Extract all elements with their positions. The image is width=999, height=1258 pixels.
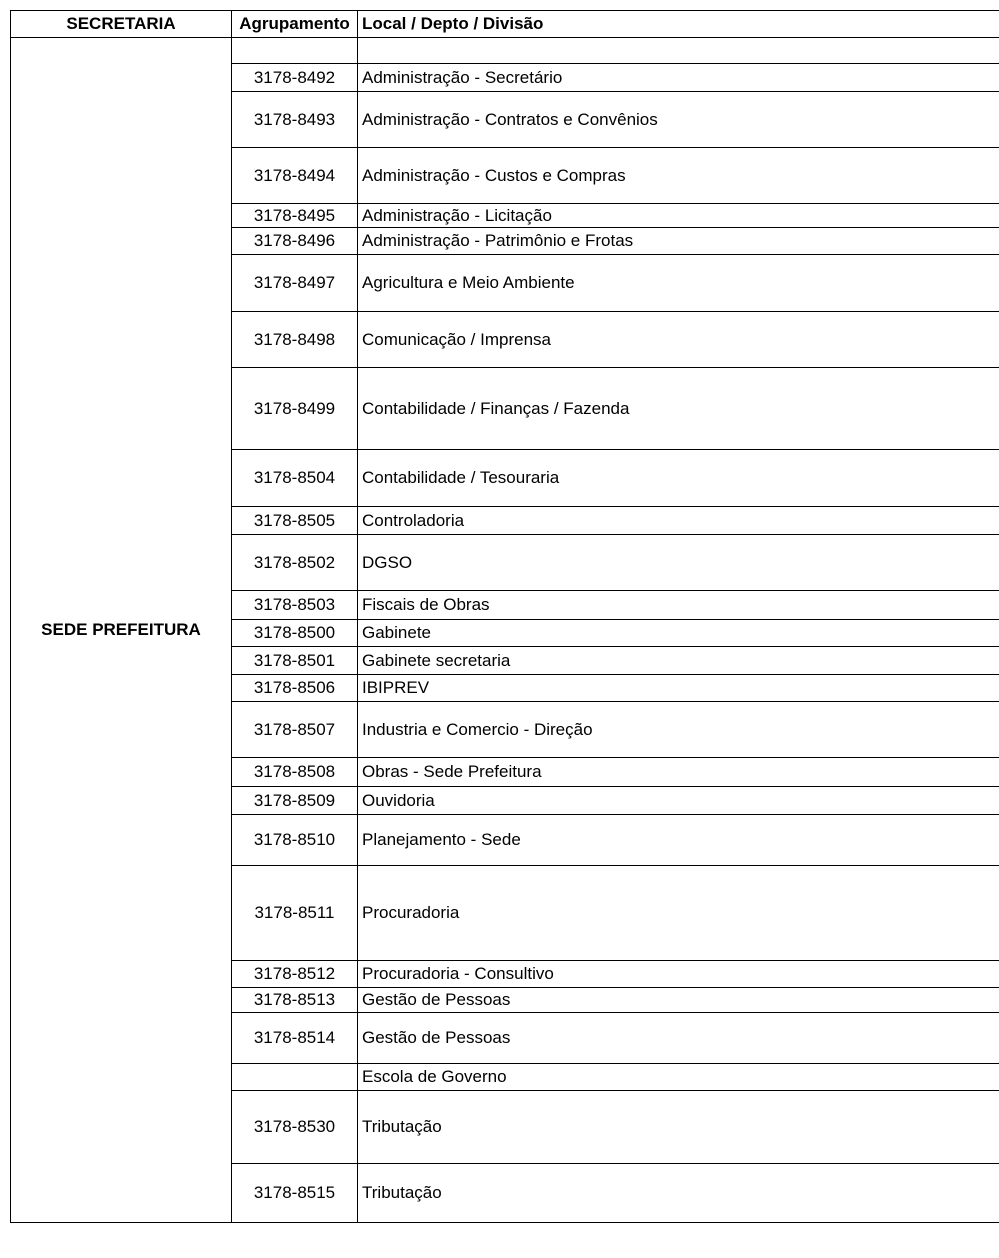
agrupamento-cell: 3178-8515 (232, 1164, 358, 1223)
agrupamento-cell: 3178-8506 (232, 675, 358, 702)
local-cell: Tributação (358, 1164, 999, 1223)
local-cell: Fiscais de Obras (358, 591, 999, 620)
local-cell: Administração - Secretário (358, 64, 999, 92)
table-body (11, 38, 999, 1223)
agrupamento-cell: 3178-8508 (232, 758, 358, 787)
agrupamento-cell (232, 38, 358, 64)
agrupamento-cell: 3178-8498 (232, 312, 358, 368)
local-cell: Comunicação / Imprensa (358, 312, 999, 368)
local-cell: Gestão de Pessoas (358, 1013, 999, 1064)
local-cell: Gestão de Pessoas (358, 988, 999, 1013)
agrupamento-cell: 3178-8496 (232, 228, 358, 255)
agrupamento-cell: 3178-8511 (232, 866, 358, 961)
local-cell: Controladoria (358, 507, 999, 535)
local-cell (358, 38, 999, 64)
agrupamento-cell: 3178-8512 (232, 961, 358, 988)
agrupamento-cell: 3178-8510 (232, 815, 358, 866)
agrupamento-cell: 3178-8503 (232, 591, 358, 620)
local-cell: Industria e Comercio - Direção (358, 702, 999, 758)
local-cell: IBIPREV (358, 675, 999, 702)
local-cell: Contabilidade / Finanças / Fazenda (358, 368, 999, 450)
local-cell: Administração - Patrimônio e Frotas (358, 228, 999, 255)
local-cell: Obras - Sede Prefeitura (358, 758, 999, 787)
agrupamento-cell: 3178-8494 (232, 148, 358, 204)
agrupamento-cell: 3178-8504 (232, 450, 358, 507)
agrupamento-cell: 3178-8499 (232, 368, 358, 450)
agrupamento-cell: 3178-8493 (232, 92, 358, 148)
agrupamento-cell: 3178-8495 (232, 204, 358, 228)
local-cell: Escola de Governo (358, 1064, 999, 1091)
agrupamento-cell: 3178-8530 (232, 1091, 358, 1164)
header-row (11, 11, 999, 38)
local-cell: Gabinete (358, 620, 999, 647)
local-cell: Administração - Custos e Compras (358, 148, 999, 204)
local-cell: DGSO (358, 535, 999, 591)
local-cell: Gabinete secretaria (358, 647, 999, 675)
local-cell: Tributação (358, 1091, 999, 1164)
local-cell: Procuradoria - Consultivo (358, 961, 999, 988)
agrupamento-cell: 3178-8505 (232, 507, 358, 535)
local-cell: Procuradoria (358, 866, 999, 961)
local-cell: Administração - Licitação (358, 204, 999, 228)
department-table (10, 10, 999, 1223)
agrupamento-cell: 3178-8501 (232, 647, 358, 675)
agrupamento-cell: 3178-8507 (232, 702, 358, 758)
secretaria-cell: SEDE PREFEITURA (11, 38, 232, 1223)
agrupamento-cell: 3178-8502 (232, 535, 358, 591)
local-cell: Administração - Contratos e Convênios (358, 92, 999, 148)
local-cell: Agricultura e Meio Ambiente (358, 255, 999, 312)
agrupamento-cell: 3178-8492 (232, 64, 358, 92)
header-agrupamento: Agrupamento (232, 11, 358, 38)
local-cell: Ouvidoria (358, 787, 999, 815)
local-cell: Planejamento - Sede (358, 815, 999, 866)
agrupamento-cell: 3178-8509 (232, 787, 358, 815)
agrupamento-cell: 3178-8500 (232, 620, 358, 647)
local-cell: Contabilidade / Tesouraria (358, 450, 999, 507)
table-row (11, 38, 999, 64)
agrupamento-cell: 3178-8514 (232, 1013, 358, 1064)
header-secretaria: SECRETARIA (11, 11, 232, 38)
agrupamento-cell: 3178-8497 (232, 255, 358, 312)
agrupamento-cell: 3178-8513 (232, 988, 358, 1013)
header-local: Local / Depto / Divisão (358, 11, 999, 38)
agrupamento-cell (232, 1064, 358, 1091)
